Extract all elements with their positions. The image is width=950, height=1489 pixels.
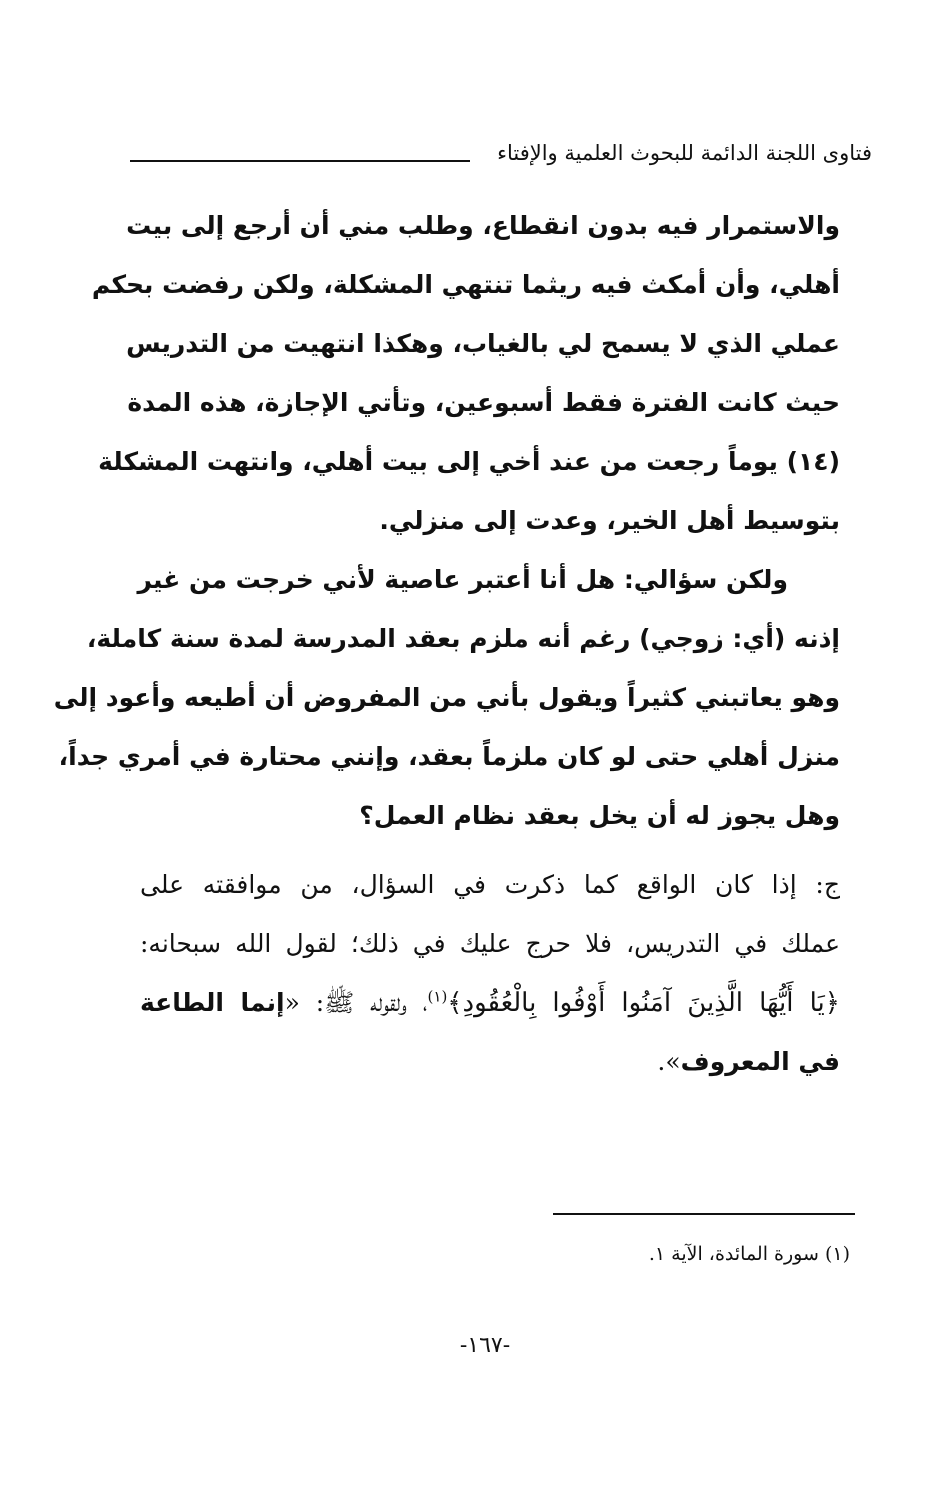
question-line: عملي الذي لا يسمح لي بالغياب، وهكذا انتهيت من التدريس (126, 329, 840, 358)
hadith-text-end: في المعروف (680, 1047, 840, 1076)
page-number: -١٦٧- (459, 1333, 511, 1358)
question-line: (١٤) يوماً رجعت من عند أخي إلى بيت أهلي، وانتهت المشكلة (98, 447, 840, 476)
quran-verse: ﴿يَا أَيُّهَا الَّذِينَ آمَنُوا أَوْفُوا بِالْعُقُودِ﴾ (447, 988, 841, 1018)
question-line: أهلي، وأن أمكث فيه ريثما تنتهي المشكلة، ولكن رفضت بحكم (91, 270, 840, 299)
fatwa-body (53, 196, 841, 1091)
answer-line-quran (140, 973, 840, 1032)
answer-closing: ». (657, 1047, 681, 1076)
paragraph-gap (140, 845, 840, 855)
question-line: وهل يجوز له أن يخل بعقد نظام العمل؟ (359, 801, 840, 830)
footnote: (١) سورة المائدة، الآية ١. (648, 1243, 850, 1265)
question-line: وهو يعاتبني كثيراً ويقول بأني من المفروض أن أطيعه وأعود إلى (53, 683, 840, 712)
footnote-marker: (١) (427, 987, 448, 1006)
question-line: منزل أهلي حتى لو كان ملزماً بعقد، وإنني محتارة في أمري جداً، (58, 742, 840, 771)
footnote-rule (553, 1213, 855, 1215)
question-line: إذنه (أي: زوجي) رغم أنه ملزم بعقد المدرسة لمدة سنة كاملة، (86, 624, 840, 653)
running-header (130, 138, 872, 178)
header-rule (130, 160, 470, 162)
answer-connector: ، ولقوله ﷺ: « (284, 988, 428, 1017)
hadith-text: إنما الطاعة (140, 988, 285, 1017)
answer-line: ج: إذا كان الواقع كما ذكرت في السؤال، من موافقته على (140, 870, 840, 899)
header-title: فتاوى اللجنة الدائمة للبحوث العلمية والإفتاء (497, 141, 872, 165)
question-line: بتوسيط أهل الخير، وعدت إلى منزلي. (379, 506, 840, 535)
question-line: والاستمرار فيه بدون انقطاع، وطلب مني أن أرجع إلى بيت (126, 211, 840, 240)
answer-line: عملك في التدريس، فلا حرج عليك في ذلك؛ لقول الله سبحانه: (140, 929, 840, 958)
question-line: حيث كانت الفترة فقط أسبوعين، وتأتي الإجازة، هذه المدة (127, 388, 840, 417)
answer-line-end (140, 1032, 840, 1091)
question-line: ولكن سؤالي: هل أنا أعتبر عاصية لأني خرجت من غير (137, 565, 788, 594)
